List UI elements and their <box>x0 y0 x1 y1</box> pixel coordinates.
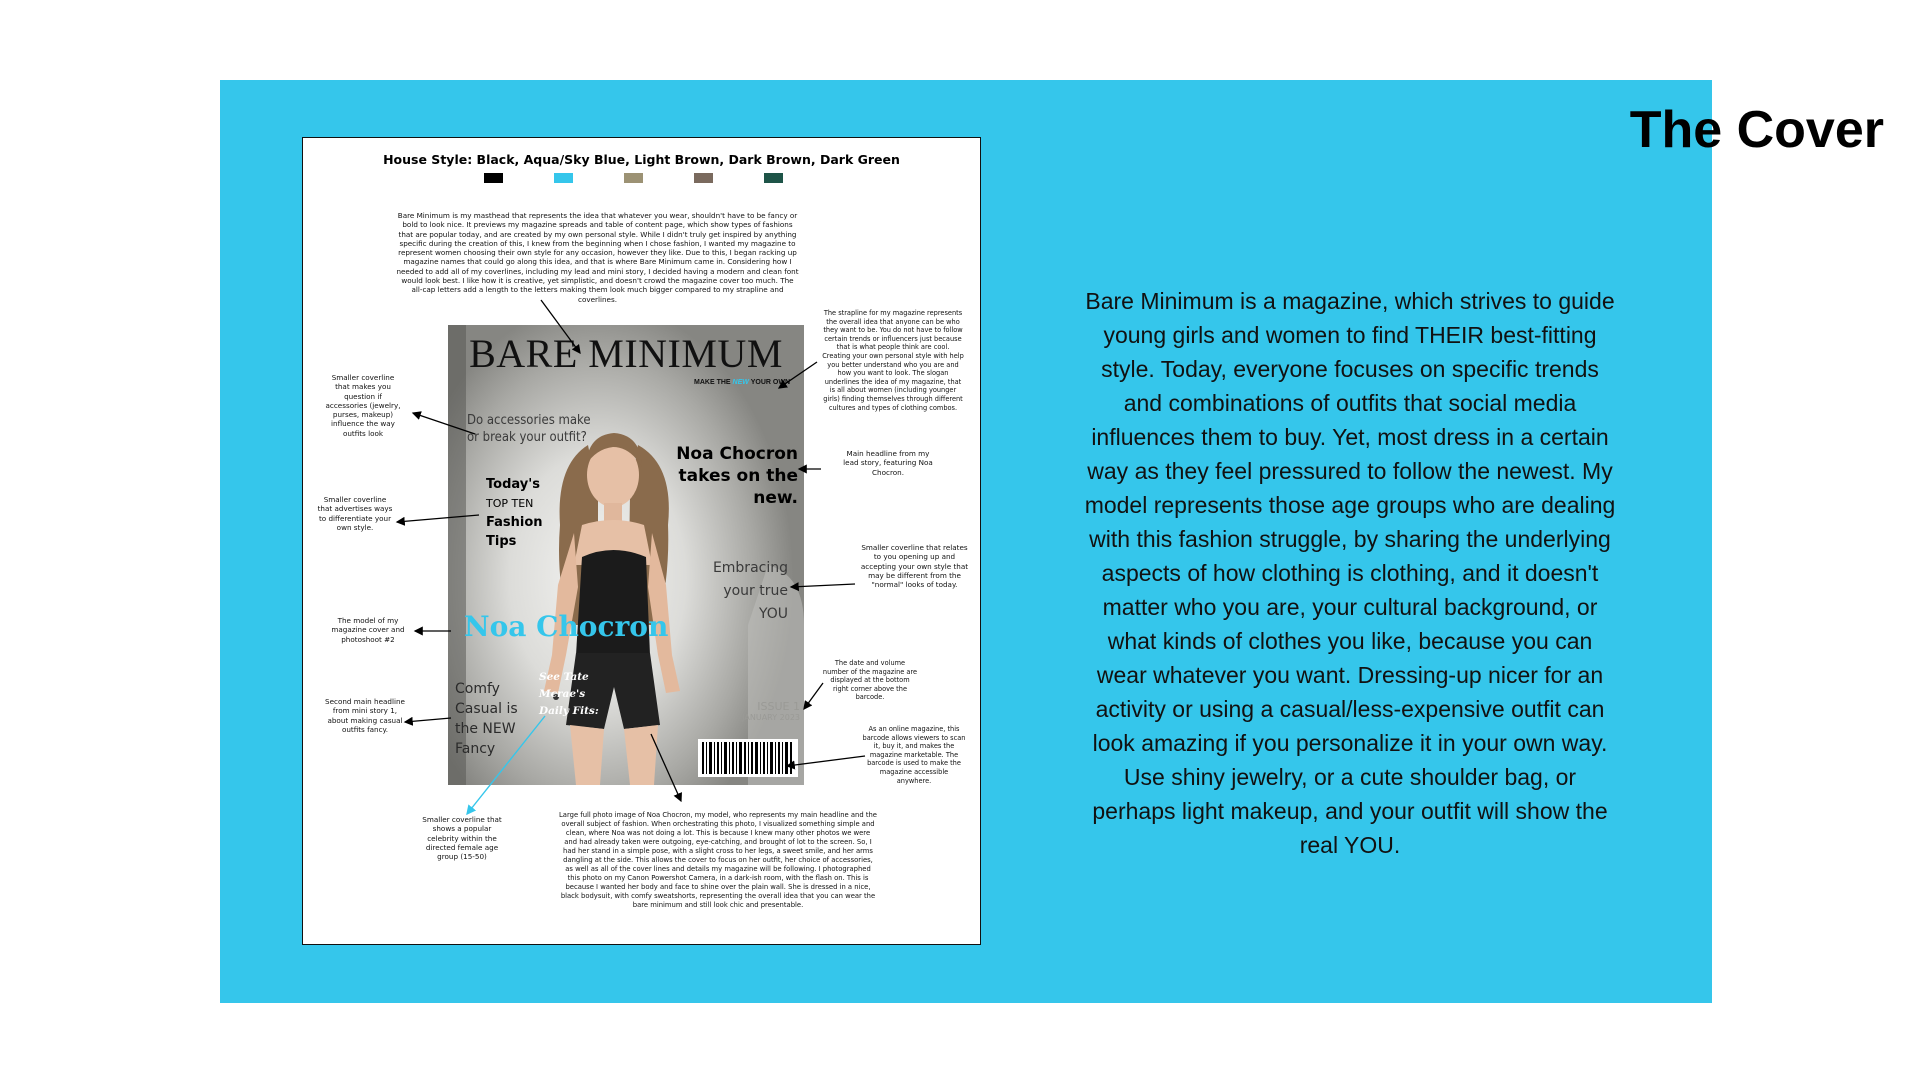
cover-comfy-line2: Casual is <box>455 701 518 717</box>
annotation-celebrity: Smaller coverline that shows a popular celebrity within the directed female age group (15-50) <box>422 815 502 862</box>
annotation-photo: Large full photo image of Noa Chocron, my model, who represents my main headline and the overall subject of fashion. When orchestrating this photo, I visualized something simple and clean, where Noa was not doing a lot. This is because I knew many other photos we were and had already taken were outgoing, eye-catching, and brought of lot to the screen. So, I had her stand in a simple pose, with a slight cross to her legs, a sweet smile, and her arms dangling at the side. This allows the cover to focus on her outfit, her choice of accessories, as well as all of the cover lines and details my magazine will be following. I photographed this photo on my Canon Powershot Camera, in a dark-ish room, with the flash on. This is because I wanted her body and face to shine over the plain wall. She is dressed in a nice, black bodysuit, with comfy sweatshorts, representing the overall idea that you can wear the bare minimum and still look chic and presentable. <box>559 811 877 909</box>
cover-tips-line3: Fashion <box>486 515 543 530</box>
cover-headline-line1: Noa Chocron <box>676 444 798 464</box>
cover-tips-line2: TOP TEN <box>486 497 534 510</box>
annotation-main-headline: Main headline from my lead story, featuring Noa Chocron. <box>843 449 933 477</box>
cover-comfy-line4: Fancy <box>455 741 496 757</box>
cover-headline-line2: takes on the <box>678 466 798 486</box>
cover-analysis-sheet <box>302 137 981 945</box>
cover-accessories-line2: or break your outfit? <box>467 430 587 445</box>
annotation-accessories: Smaller coverline that makes you question if accessories (jewelry, purses, makeup) influence the way outfits look <box>325 373 401 438</box>
annotation-date-volume: The date and volume number of the magazine are displayed at the bottom right corner above the barcode. <box>822 659 918 702</box>
annotation-arrows <box>303 138 982 946</box>
cover-tate-line1: See Tate <box>539 671 589 683</box>
cover-accessories-line1: Do accessories make <box>467 413 591 428</box>
annotation-second-headline: Second main headline from mini story 1, about making casual outfits fancy. <box>325 697 405 734</box>
cover-embrace-line1: Embracing <box>712 560 788 576</box>
cover-embrace-line2: your true <box>723 583 788 599</box>
cover-comfy-line1: Comfy <box>455 681 500 697</box>
annotation-barcode: As an online magazine, this barcode allows viewers to scan it, buy it, and makes the magazine marketable. The barcode is used to make the magazine accessible anywhere. <box>862 725 966 785</box>
page-title: The Cover <box>1629 101 1884 159</box>
cover-tips-line4: Tips <box>486 534 517 549</box>
cover-headline-line3: new. <box>753 488 798 508</box>
cover-slogan-new: NEW <box>732 379 749 386</box>
house-style-title: House Style: Black, Aqua/Sky Blue, Light Brown, Dark Brown, Dark Green <box>383 152 900 167</box>
annotation-differentiate: Smaller coverline that advertises ways to differentiate your own style. <box>317 495 393 532</box>
cover-masthead: BARE MINIMUM <box>469 331 783 376</box>
cover-model-name: Noa Chocron <box>464 610 669 643</box>
cover-tate-line2: Mcrae's <box>539 688 586 700</box>
annotation-strapline: The strapline for my magazine represents the overall idea that anyone can be who they want to be. You do not have to follow certain trends or influencers just because that is what people think are cool. Creating your own personal style with help you better understand who you are and how you want to look. The slogan underlines the idea of my magazine, that is all about women (including younger girls) finding themselves through different cultures and types of clothing combos. <box>822 309 964 412</box>
cover-issue: ISSUE 1 <box>757 700 800 713</box>
annotation-embracing: Smaller coverline that relates to you opening up and accepting your own style that may be different from the "normal" looks of today. <box>860 543 969 590</box>
cover-slogan-pre: MAKE THE <box>694 379 731 386</box>
cover-slogan-post: YOUR OWN <box>750 379 790 386</box>
cover-tate-line3: Daily Fits: <box>539 705 599 717</box>
cover-embrace-line3: YOU <box>758 606 788 622</box>
cover-date: JANUARY 2023 <box>742 713 800 722</box>
annotation-model: The model of my magazine cover and photoshoot #2 <box>331 616 405 644</box>
cover-description: Bare Minimum is a magazine, which strives to guide young girls and women to find THEIR best-fitting style. Today, everyone focuses on specific trends and combinations of outfits that social media influences them to buy. Yet, most dress in a certain way as they feel pressured to follow the newest. My model represents those age groups who are dealing with this fashion struggle, by sharing the underlying aspects of how clothing is clothing, and it doesn't matter who you are, your cultural background, or what kinds of clothes you like, because you can wear whatever you want. Dressing-up nicer for an activity or using a casual/less-expensive outfit can look amazing if you personalize it in your own way. Use shiny jewelry, or a cute shoulder bag, or perhaps light makeup, and your outfit will show the real YOU. <box>1084 288 1616 858</box>
cover-tips-line1: Today's <box>486 477 540 492</box>
cover-comfy-line3: the NEW <box>455 721 516 737</box>
annotation-masthead: Bare Minimum is my masthead that represents the idea that whatever you wear, shouldn't have to be fancy or bold to look nice. It previews my magazine spreads and table of content page, which show types of fashions that are popular today, and are created by my own personal style. While I didn't truly get inspired by anything specific during the creation of this, I knew from the beginning when I chose fashion, I wanted my magazine to represent women choosing their own style for any occasion, however they like. Due to this, I began racking up magazine names that could go along this idea, and that is where Bare Minimum came in. Considering how I needed to add all of my coverlines, including my lead and mini story, I decided having a modern and clean font would look best. I like how it is creative, yet simplistic, and doesn't crowd the magazine cover too much. The all-cap letters add a length to the letters making them look much bigger compared to my strapline and coverlines. <box>396 211 799 304</box>
